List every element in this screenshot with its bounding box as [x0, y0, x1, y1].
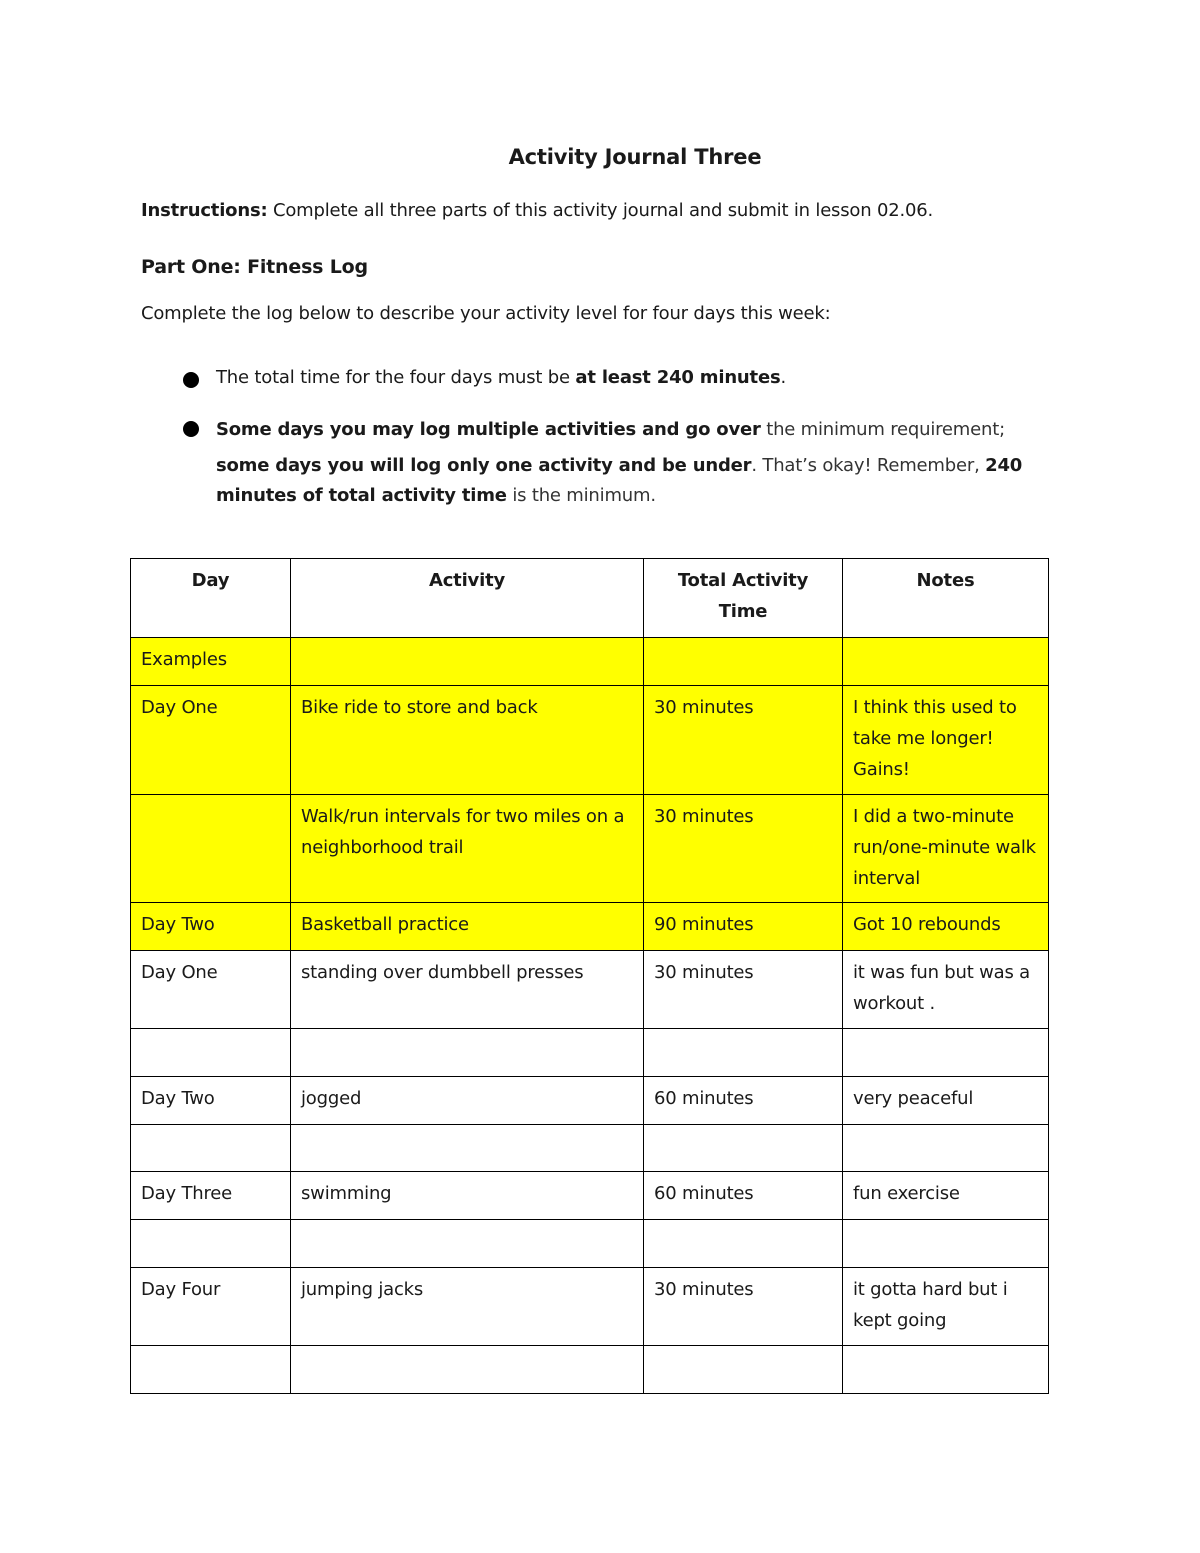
- part-one-heading: Part One: Fitness Log: [141, 256, 368, 278]
- header-activity: Activity: [291, 559, 644, 638]
- day-cell: [131, 795, 291, 903]
- time-cell: 60 minutes: [644, 1077, 843, 1125]
- time-cell: 30 minutes: [644, 951, 843, 1029]
- time-cell: 30 minutes: [644, 686, 843, 795]
- activity-cell: standing over dumbbell presses: [291, 951, 644, 1029]
- notes-cell: it was fun but was a workout .: [843, 951, 1049, 1029]
- day-cell: [131, 1029, 291, 1077]
- table-row: [131, 951, 1049, 1029]
- table-row: [131, 1268, 1049, 1346]
- table-row: [131, 1077, 1049, 1125]
- instructions-text: Complete all three parts of this activity journal and submit in lesson 02.06.: [267, 200, 934, 221]
- header-total-time: Total Activity Time: [644, 559, 843, 638]
- notes-cell: I did a two-minute run/one-minute walk interval: [843, 795, 1049, 903]
- notes-cell: [843, 1125, 1049, 1172]
- day-cell: Day One: [131, 686, 291, 795]
- bullet-item-1: [216, 367, 786, 388]
- notes-cell: [843, 1029, 1049, 1077]
- activity-cell: [291, 1220, 644, 1268]
- activity-cell: [291, 1029, 644, 1077]
- day-cell: Examples: [131, 638, 291, 686]
- table-row: [131, 1346, 1049, 1394]
- time-cell: 60 minutes: [644, 1172, 843, 1220]
- day-cell: Day One: [131, 951, 291, 1029]
- table-header-row: [131, 559, 1049, 638]
- activity-cell: Bike ride to store and back: [291, 686, 644, 795]
- instructions-label: Instructions:: [141, 200, 268, 221]
- notes-cell: [843, 1220, 1049, 1268]
- activity-cell: jogged: [291, 1077, 644, 1125]
- bullet-2-text-2: . That’s okay! Remember,: [751, 455, 986, 476]
- time-cell: [644, 1346, 843, 1394]
- notes-cell: very peaceful: [843, 1077, 1049, 1125]
- time-cell: 90 minutes: [644, 903, 843, 951]
- activity-cell: Walk/run intervals for two miles on a neighborhood trail: [291, 795, 644, 903]
- bullet-2-bold-2: some days you will log only one activity and be under: [216, 455, 752, 476]
- fitness-log-table: [130, 558, 1049, 1394]
- table-row: [131, 903, 1049, 951]
- table-row: [131, 1125, 1049, 1172]
- instructions-paragraph: [141, 200, 933, 221]
- header-day: Day: [131, 559, 291, 638]
- notes-cell: Got 10 rebounds: [843, 903, 1049, 951]
- table-row: [131, 795, 1049, 903]
- activity-cell: Basketball practice: [291, 903, 644, 951]
- page-title: Activity Journal Three: [508, 145, 762, 169]
- notes-cell: [843, 638, 1049, 686]
- bullet-1-bold: at least 240 minutes: [575, 367, 781, 388]
- notes-cell: fun exercise: [843, 1172, 1049, 1220]
- time-cell: [644, 1029, 843, 1077]
- time-cell: 30 minutes: [644, 795, 843, 903]
- time-cell: [644, 638, 843, 686]
- notes-cell: [843, 1346, 1049, 1394]
- table-row: [131, 1029, 1049, 1077]
- bullet-2-line-3: [216, 481, 1022, 511]
- activity-cell: [291, 1125, 644, 1172]
- notes-cell: I think this used to take me longer! Gains!: [843, 686, 1049, 795]
- bullet-2-bold-3a: 240: [985, 455, 1023, 476]
- table-row: [131, 686, 1049, 795]
- table-row: [131, 1172, 1049, 1220]
- time-cell: 30 minutes: [644, 1268, 843, 1346]
- notes-cell: it gotta hard but i kept going: [843, 1268, 1049, 1346]
- activity-cell: jumping jacks: [291, 1268, 644, 1346]
- day-cell: Day Four: [131, 1268, 291, 1346]
- table-row: [131, 1220, 1049, 1268]
- day-cell: Day Two: [131, 1077, 291, 1125]
- bullet-2-text-1: the minimum requirement;: [760, 419, 1005, 440]
- table-row: [131, 638, 1049, 686]
- header-notes: Notes: [843, 559, 1049, 638]
- day-cell: [131, 1346, 291, 1394]
- day-cell: [131, 1125, 291, 1172]
- bullet-item-2: [216, 415, 1022, 511]
- day-cell: Day Two: [131, 903, 291, 951]
- bullet-dot-icon: [183, 372, 199, 388]
- time-cell: [644, 1220, 843, 1268]
- bullet-2-bold-3b: minutes of total activity time: [216, 485, 507, 506]
- activity-cell: [291, 638, 644, 686]
- bullet-2-line-2: [216, 451, 1022, 481]
- bullet-2-text-3: is the minimum.: [506, 485, 656, 506]
- time-cell: [644, 1125, 843, 1172]
- day-cell: Day Three: [131, 1172, 291, 1220]
- part-one-intro: Complete the log below to describe your activity level for four days this week:: [141, 303, 831, 324]
- bullet-2-line-1: [216, 415, 1022, 445]
- bullet-dot-icon: [183, 421, 199, 437]
- day-cell: [131, 1220, 291, 1268]
- bullet-2-bold-1: Some days you may log multiple activities and go over: [216, 419, 761, 440]
- activity-cell: [291, 1346, 644, 1394]
- activity-cell: swimming: [291, 1172, 644, 1220]
- bullet-1-text: The total time for the four days must be: [216, 367, 576, 388]
- bullet-1-end: .: [780, 367, 787, 388]
